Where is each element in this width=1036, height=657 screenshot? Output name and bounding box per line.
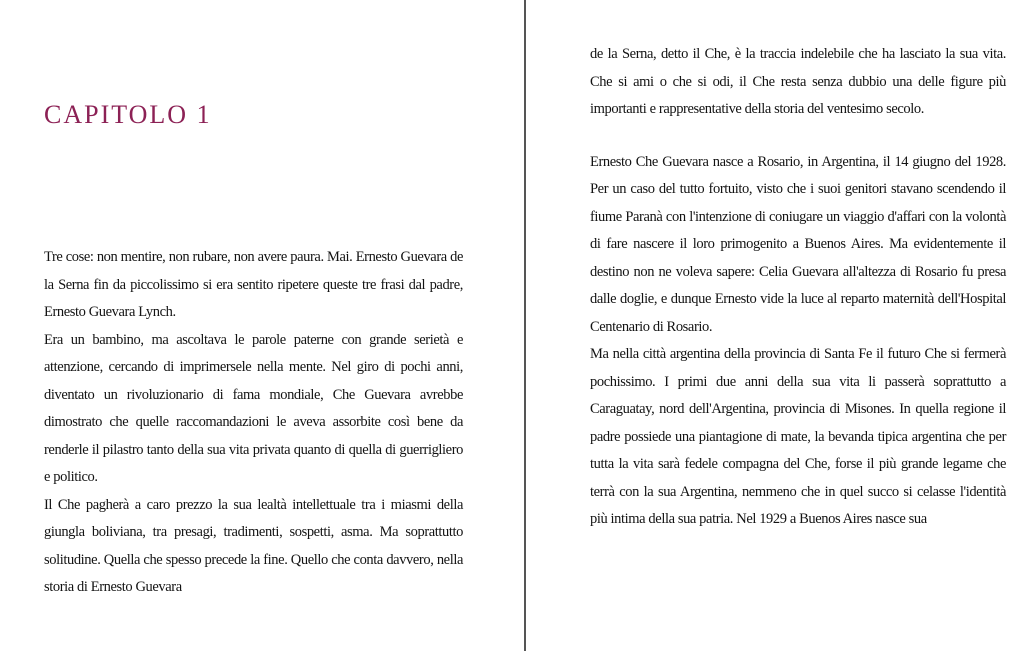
left-page-text: [44, 244, 463, 602]
paragraph: Tre cose: non mentire, non rubare, non avere paura. Mai. Ernesto Guevara de la Serna fin da piccolissimo si era sentito ripetere queste tre frasi dal padre, Ernesto Guevara Lynch.: [44, 249, 463, 320]
chapter-title: CAPITOLO 1: [44, 100, 212, 129]
paragraph: Ernesto Che Guevara nasce a Rosario, in Argentina, il 14 giugno del 1928. Per un caso del tutto fortuito, visto che i suoi genitori stavano scendendo il fiume Paranà con l'intenzione di coniugare un viaggio d'affari con la volontà di fare nascere il loro primogenito a Buenos Aires. Ma evidentemente il destino non ne voleva sapere: Celia Guevara all'altezza di Rosario fu presa dalle doglie, e dunque Ernesto vide la luce al reparto maternità dell'Hospital Centenario di Rosario.: [590, 153, 1006, 335]
paragraph: Ma nella città argentina della provincia di Santa Fe il futuro Che si fermerà pochissimo. I primi due anni della sua vita li passerà soprattutto a Caraguatay, nord dell'Argentina, provincia di Misones. In quella regione il padre possiede una piantagione di mate, la bevanda tipica argentina che per tutta la vita sarà fedele compagna del Che, forse il più grande legame che terrà con la sua Argentina, nemmeno che in quel succo si celasse l'identità più intima della sua patria. Nel 1929 a Buenos Aires nasce sua: [590, 346, 1006, 527]
paragraph: de la Serna, detto il Che, è la traccia indelebile che ha lasciato la sua vita. Che si ami o che si odi, il Che resta senza dubbio una delle figure più importanti e rappresentative della storia del ventesimo secolo.: [590, 46, 1006, 117]
page-right[interactable]: [526, 0, 1036, 657]
right-page-text: [590, 41, 1006, 534]
paragraph: Il Che pagherà a caro prezzo la sua lealtà intellettuale tra i miasmi della giungla boliviana, tra presagi, tradimenti, sospetti, asma. Ma soprattutto solitudine. Quella che spesso precede la fine. Quello che conta davvero, nella storia di Ernesto Guevara: [44, 496, 463, 595]
paragraph: Era un bambino, ma ascoltava le parole paterne con grande serietà e attenzione, cercando di imprimersele nella mente. Nel giro di pochi anni, diventato un rivoluzionario di fama mondiale, Che Guevara avrebbe dimostrato che quelle raccomandazioni le aveva assorbite così bene da renderle il pilastro tanto della sua vita privata quanto di quella di guerrigliero e politico.: [44, 331, 463, 485]
